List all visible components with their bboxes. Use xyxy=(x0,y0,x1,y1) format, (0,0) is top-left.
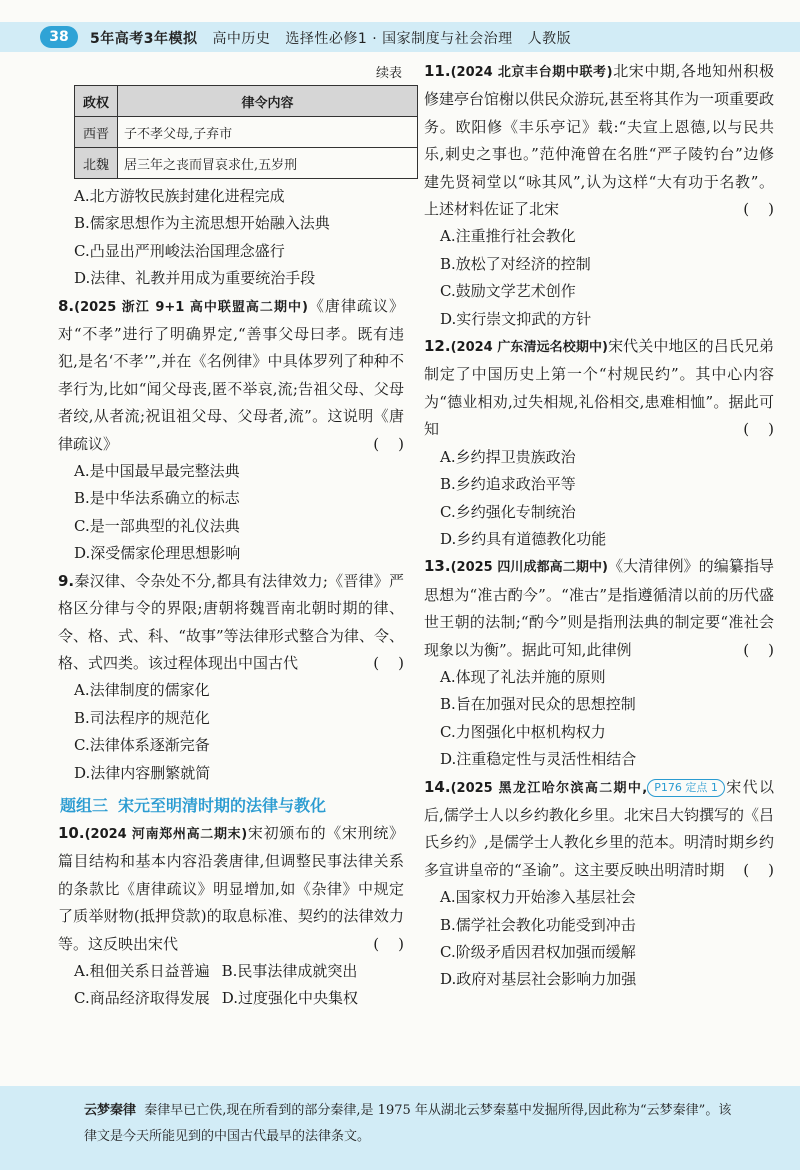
question-10 xyxy=(58,820,404,958)
subject: 高中历史 xyxy=(212,31,271,47)
question-number: 14. xyxy=(424,777,451,796)
q11-option-a: A.注重推行社会教化 xyxy=(440,227,576,246)
q11-option-c: C.鼓励文学艺术创作 xyxy=(440,282,576,301)
q10-option-d: D.过度强化中央集权 xyxy=(221,989,358,1008)
table-row xyxy=(75,148,418,179)
q10-options-row-2 xyxy=(58,985,404,1012)
q14-option-c: C.阶级矛盾因君权加强而缓解 xyxy=(440,943,636,961)
q10-options-row-1 xyxy=(58,958,404,985)
table-cell-content: 居三年之丧而冒哀求仕,五岁刑 xyxy=(118,148,418,179)
edition: 人教版 xyxy=(527,31,572,47)
q10-option-b: B.民事法律成就突出 xyxy=(221,961,358,980)
question-number: 13. xyxy=(424,557,451,576)
table-row xyxy=(75,117,418,148)
q7-option-a: A.北方游牧民族封建化进程完成 xyxy=(74,187,285,205)
q13-option-b: B.旨在加强对民众的思想控制 xyxy=(440,695,636,714)
answer-blank: ( ) xyxy=(743,200,774,219)
right-column xyxy=(424,58,774,994)
question-11 xyxy=(424,58,774,223)
series-title xyxy=(90,28,571,48)
question-number: 8. xyxy=(58,296,75,315)
question-number: 12. xyxy=(424,337,451,356)
answer-blank: ( ) xyxy=(373,434,404,453)
question-9 xyxy=(58,568,404,678)
q10-option-c: C.商品经济取得发展 xyxy=(74,989,210,1008)
page-number: 38 xyxy=(40,26,78,48)
answer-blank: ( ) xyxy=(373,653,404,672)
table-header: 政权 xyxy=(75,86,118,117)
question-text: 《大清律例》的编纂指导思想为“准古酌今”。“准古”是指遵循清以前的历代盛世王朝的法制;“酌今”则是指刑法典的制定要“准社会现象以为衡”。据此可知,此律例 xyxy=(424,557,774,659)
q7-option-d: D.法律、礼教并用成为重要统治手段 xyxy=(74,269,316,288)
question-text: 宋初颁布的《宋刑统》篇目结构和基本内容沿袭唐律,但调整民事法律关系的条款比《唐律疏议》明显增加,如《杂律》中规定了质举财物(抵押贷款)的取息标准、契约的法律效力等。这反映出宋代 xyxy=(58,823,404,953)
answer-blank: ( ) xyxy=(743,640,774,659)
question-text: 北宋中期,各地知州积极修建亭台馆榭以供民众游玩,甚至将其作为一项重要政务。欧阳修《丰乐亭记》载:“夫宣上恩德,以与民共乐,刺史之事也。”范仲淹曾在名胜“严子陵钓台”边修建先贤祠堂以“咏其风”,认为这样“大有功于名教”。上述材料佐证了北宋 xyxy=(424,62,774,219)
answer-blank: ( ) xyxy=(743,420,774,439)
question-14 xyxy=(424,774,774,885)
q8-option-d: D.深受儒家伦理思想影响 xyxy=(74,544,241,563)
answer-blank: ( ) xyxy=(743,860,774,879)
q12-option-d: D.乡约具有道德教化功能 xyxy=(440,529,607,548)
q7-option-b: B.儒家思想作为主流思想开始融入法典 xyxy=(74,214,330,233)
q9-option-c: C.法律体系逐渐完备 xyxy=(74,736,210,755)
answer-blank: ( ) xyxy=(373,934,404,953)
table-header-row xyxy=(75,86,418,117)
question-source: (2024 北京丰台期中联考) xyxy=(450,65,613,80)
q9-option-a: A.法律制度的儒家化 xyxy=(74,681,210,700)
book-title: 选择性必修1 · 国家制度与社会治理 xyxy=(285,31,513,47)
q7-option-c: C.凸显出严刑峻法治国理念盛行 xyxy=(74,241,285,260)
cross-reference-link[interactable]: P176 定点 1 xyxy=(647,779,725,797)
series-name: 5年高考3年模拟 xyxy=(90,31,198,47)
q8-option-a: A.是中国最早最完整法典 xyxy=(74,462,240,481)
question-source: (2024 河南郑州高二期末) xyxy=(84,826,248,842)
q12-option-a: A.乡约捍卫贵族政治 xyxy=(440,447,576,466)
question-source: (2025 浙江 9+1 高中联盟高二期中) xyxy=(74,299,308,315)
law-table xyxy=(74,85,418,179)
q9-option-b: B.司法程序的规范化 xyxy=(74,708,210,727)
q11-option-d: D.实行崇文抑武的方针 xyxy=(440,309,592,328)
question-source: (2025 四川成都高二期中) xyxy=(450,560,608,576)
table-continued: 续表 xyxy=(375,66,402,81)
question-number: 11. xyxy=(424,62,451,80)
question-source: (2025 黑龙江哈尔滨高二期中, xyxy=(450,780,648,796)
left-column xyxy=(58,58,404,1013)
question-number: 9. xyxy=(58,571,75,590)
question-8 xyxy=(58,293,404,458)
group-label: 题组三 xyxy=(60,795,109,815)
q10-option-a: A.租佃关系日益普遍 xyxy=(74,961,210,980)
footer-text: 秦律早已亡佚,现在所看到的部分秦律,是 1975 年从湖北云梦秦墓中发掘所得,因此称为“云梦秦律”。该律文是今天所能见到的中国古代最早的法律条文。 xyxy=(84,1103,732,1144)
q14-option-a: A.国家权力开始渗入基层社会 xyxy=(440,888,636,907)
q12-option-b: B.乡约追求政治平等 xyxy=(440,475,576,494)
footer-note xyxy=(84,1098,744,1150)
group-heading xyxy=(60,793,404,816)
q11-option-b: B.放松了对经济的控制 xyxy=(440,254,591,273)
question-text: 宋代关中地区的吕氏兄弟制定了中国历史上第一个“村规民约”。其中心内容为“德业相劝,过失相规,礼俗相交,患难相恤”。据此可知 xyxy=(424,337,774,439)
question-text: 宋代以后,儒学士人以乡约教化乡里。北宋吕大钧撰写的《吕氏乡约》,是儒学士人教化乡里的范本。明清时期乡约多宣讲皇帝的“圣谕”。这主要反映出明清时期 xyxy=(424,777,774,879)
table-cell-content: 子不孝父母,子弃市 xyxy=(118,117,418,148)
q13-option-d: D.注重稳定性与灵活性相结合 xyxy=(440,750,637,769)
q14-option-d: D.政府对基层社会影响力加强 xyxy=(440,970,637,989)
table-header: 律令内容 xyxy=(118,86,418,117)
table-cell-regime: 西晋 xyxy=(75,117,118,148)
q9-option-d: D.法律内容删繁就简 xyxy=(74,763,211,782)
question-text: 《唐律疏议》对“不孝”进行了明确界定,“善事父母曰孝。既有违犯,是名‘不孝’”,并在《名例律》中具体罗列了种种不孝行为,比如“闻父母丧,匿不举哀,流;告祖父母、父母者绞,从者流;祝诅祖父母、父母者,流”。这说明《唐律疏议》 xyxy=(58,296,404,453)
question-number: 10. xyxy=(58,823,85,842)
q12-option-c: C.乡约强化专制统治 xyxy=(440,502,576,521)
table-cell-regime: 北魏 xyxy=(75,148,118,179)
q8-option-b: B.是中华法系确立的标志 xyxy=(74,489,240,508)
question-source: (2024 广东清远名校期中) xyxy=(450,340,608,356)
q13-option-c: C.力图强化中枢机构权力 xyxy=(440,722,606,741)
q8-option-c: C.是一部典型的礼仪法典 xyxy=(74,516,240,535)
question-text: 秦汉律、令杂处不分,都具有法律效力;《晋律》严格区分律与令的界限;唐朝将魏晋南北朝时期的律、令、格、式、科、“故事”等法律形式整合为律、令、格、式四类。该过程体现出中国古代 xyxy=(58,571,404,672)
question-13 xyxy=(424,553,774,664)
group-title: 宋元至明清时期的法律与教化 xyxy=(118,795,327,815)
q14-option-b: B.儒学社会教化功能受到冲击 xyxy=(440,915,636,934)
footer-term: 云梦秦律 xyxy=(84,1103,137,1118)
q13-option-a: A.体现了礼法并施的原则 xyxy=(440,667,606,686)
question-12 xyxy=(424,333,774,444)
